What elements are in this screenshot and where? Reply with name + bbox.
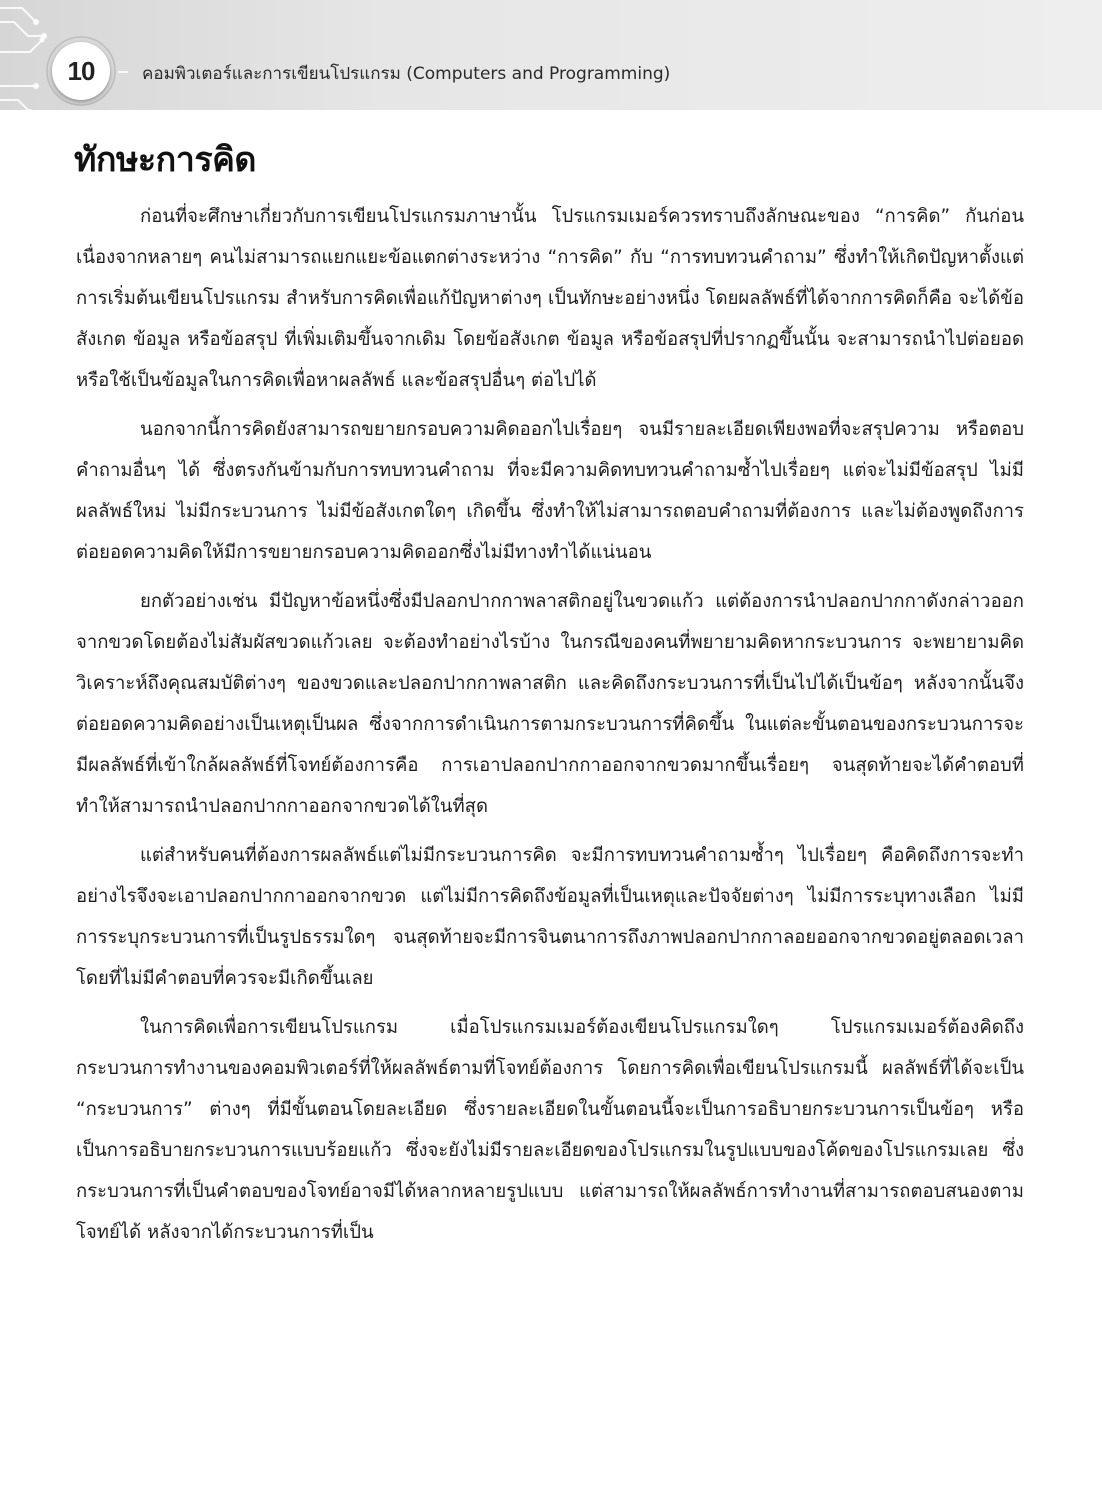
page-number-badge xyxy=(52,42,110,100)
paragraph: แต่สำหรับคนที่ต้องการผลลัพธ์แต่ไม่มีกระบวนการคิด จะมีการทบทวนคำถามซ้ำๆ ไปเรื่อยๆ คือคิดถึงการจะทำอย่างไรจึงจะเอาปลอกปากกาออกจากขวด แต่ไม่มีการคิดถึงข้อมูลที่เป็นเหตุและปัจจัยต่างๆ ไม่มีการระบุทางเลือก ไม่มีการระบุกระบวนการที่เป็นรูปธรรมใดๆ จนสุดท้ายจะมีการจินตนาการถึงภาพปลอกปากกาลอยออกจากขวดอยู่ตลอดเวลา โดยที่ไม่มีคำตอบที่ควรจะมีเกิดขึ้นเลย xyxy=(76,845,1024,989)
page-number: 10 xyxy=(67,55,95,86)
section-title: ทักษะการคิด xyxy=(74,140,256,180)
paragraph: ยกตัวอย่างเช่น มีปัญหาข้อหนึ่งซึ่งมีปลอกปากกาพลาสติกอยู่ในขวดแก้ว แต่ต้องการนำปลอกปากกาดังกล่าวออกจากขวดโดยต้องไม่สัมผัสขวดแก้วเลย จะต้องทำอย่างไรบ้าง ในกรณีของคนที่พยายามคิดหากระบวนการ จะพยายามคิดวิเคราะห์ถึงคุณสมบัติต่างๆ ของขวดและปลอกปากกาพลาสติก และคิดถึงกระบวนการที่เป็นไปได้เป็นข้อๆ หลังจากนั้นจึงต่อยอดความคิดอย่างเป็นเหตุเป็นผล ซึ่งจากการดำเนินการตามกระบวนการที่คิดขึ้น ในแต่ละขั้นตอนของกระบวนการจะมีผลลัพธ์ที่เข้าใกล้ผลลัพธ์ที่โจทย์ต้องการคือ การเอาปลอกปากกาออกจากขวดมากขึ้นเรื่อยๆ จนสุดท้ายจะได้คำตอบที่ทำให้สามารถนำปลอกปากกาออกจากขวดได้ในที่สุด xyxy=(76,591,1024,817)
body-text xyxy=(76,196,1024,1386)
paragraph: ก่อนที่จะศึกษาเกี่ยวกับการเขียนโปรแกรมภาษานั้น โปรแกรมเมอร์ควรทราบถึงลักษณะของ “การคิด” กันก่อน เนื่องจากหลายๆ คนไม่สามารถแยกแยะข้อแตกต่างระหว่าง “การคิด” กับ “การทบทวนคำถาม” ซึ่งทำให้เกิดปัญหาตั้งแต่การเริ่มต้นเขียนโปรแกรม สำหรับการคิดเพื่อแก้ปัญหาต่างๆ เป็นทักษะอย่างหนึ่ง โดยผลลัพธ์ที่ได้จากการคิดก็คือ จะได้ข้อสังเกต ข้อมูล หรือข้อสรุป ที่เพิ่มเติมขึ้นจากเดิม โดยข้อสังเกต ข้อมูล หรือข้อสรุปที่ปรากฏขึ้นนั้น จะสามารถนำไปต่อยอด หรือใช้เป็นข้อมูลในการคิดเพื่อหาผลลัพธ์ และข้อสรุปอื่นๆ ต่อไปได้ xyxy=(76,206,1024,391)
running-head: คอมพิวเตอร์และการเขียนโปรแกรม (Computers and Programming) xyxy=(142,64,671,84)
paragraph: ในการคิดเพื่อการเขียนโปรแกรม เมื่อโปรแกรมเมอร์ต้องเขียนโปรแกรมใดๆ โปรแกรมเมอร์ต้องคิดถึงกระบวนการทำงานของคอมพิวเตอร์ที่ให้ผลลัพธ์ตามที่โจทย์ต้องการ โดยการคิดเพื่อเขียนโปรแกรมนี้ ผลลัพธ์ที่ได้จะเป็น “กระบวนการ” ต่างๆ ที่มีขั้นตอนโดยละเอียด ซึ่งรายละเอียดในขั้นตอนนี้จะเป็นการอธิบายกระบวนการเป็นข้อๆ หรือเป็นการอธิบายกระบวนการแบบร้อยแก้ว ซึ่งจะยังไม่มีรายละเอียดของโปรแกรมในรูปแบบของโค้ดของโปรแกรมเลย ซึ่งกระบวนการที่เป็นคำตอบของโจทย์อาจมีได้หลากหลายรูปแบบ แต่สามารถให้ผลลัพธ์การทำงานที่สามารถตอบสนองตามโจทย์ได้ หลังจากได้กระบวนการที่เป็น xyxy=(76,1017,1024,1243)
paragraph: นอกจากนี้การคิดยังสามารถขยายกรอบความคิดออกไปเรื่อยๆ จนมีรายละเอียดเพียงพอที่จะสรุปความ หรือตอบคำถามอื่นๆ ได้ ซึ่งตรงกันข้ามกับการทบทวนคำถาม ที่จะมีความคิดทบทวนคำถามซ้ำไปเรื่อยๆ แต่จะไม่มีข้อสรุป ไม่มีผลลัพธ์ใหม่ ไม่มีกระบวนการ ไม่มีข้อสังเกตใดๆ เกิดขึ้น ซึ่งทำให้ไม่สามารถตอบคำถามที่ต้องการ และไม่ต้องพูดถึงการต่อยอดความคิดให้มีการขยายกรอบความคิดออกซึ่งไม่มีทางทำได้แน่นอน xyxy=(76,419,1024,563)
